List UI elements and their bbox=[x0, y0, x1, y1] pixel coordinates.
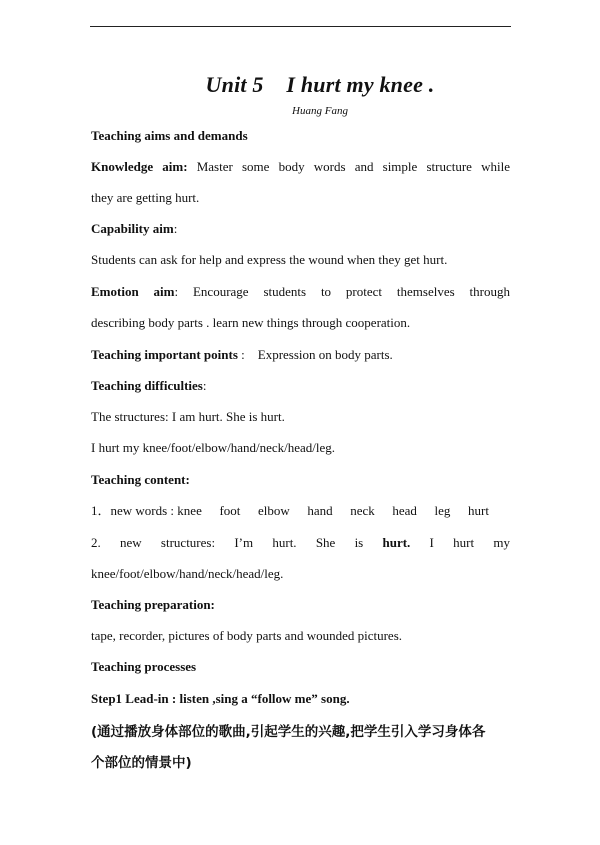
step1-note-line-2: 个部位的情景中) bbox=[91, 755, 192, 771]
difficulties-label: Teaching difficulties bbox=[91, 378, 203, 393]
preparation-heading: Teaching preparation: bbox=[91, 597, 215, 612]
content-token: new bbox=[120, 535, 142, 550]
important-points-label: Teaching important points bbox=[91, 347, 238, 362]
capability-aim-colon: : bbox=[173, 221, 178, 236]
knowledge-aim-text: Master some body words and simple structure while bbox=[196, 159, 510, 174]
emotion-aim-line-2: describing body parts . learn new things through cooperation. bbox=[91, 315, 411, 330]
content-word: hand bbox=[307, 503, 333, 518]
capability-aim-heading bbox=[91, 221, 510, 237]
content-item-1-prefix: 1．new words : knee bbox=[91, 503, 202, 518]
difficulties-text-1: The structures: I am hurt. She is hurt. bbox=[91, 409, 285, 424]
preparation-text: tape, recorder, pictures of body parts and wounded pictures. bbox=[91, 628, 403, 643]
emotion-aim-text: : Encourage students to protect themselves through bbox=[174, 284, 510, 299]
capability-aim-label: Capability aim bbox=[91, 221, 174, 236]
content-token: is bbox=[354, 535, 364, 550]
emotion-aim-line-1 bbox=[91, 284, 510, 300]
difficulties-text-2: I hurt my knee/foot/elbow/hand/neck/head/leg. bbox=[91, 440, 336, 455]
content-token: my bbox=[493, 535, 510, 550]
content-token: I’m bbox=[234, 535, 254, 550]
author-name: Huang Fang bbox=[292, 105, 348, 117]
content-token: She bbox=[315, 535, 336, 550]
processes-heading: Teaching processes bbox=[91, 659, 197, 674]
content-token: hurt bbox=[453, 535, 475, 550]
content-item-2-line-2: knee/foot/elbow/hand/neck/head/leg. bbox=[91, 566, 284, 581]
content-token: structures: bbox=[160, 535, 216, 550]
important-points bbox=[91, 347, 510, 363]
content-token: 2. bbox=[91, 535, 101, 550]
step1-line: Step1 Lead-in : listen ,sing a “follow me” song. bbox=[91, 691, 350, 706]
difficulties-heading bbox=[91, 378, 510, 394]
content-item-1 bbox=[91, 503, 489, 519]
document-title: Unit 5 I hurt my knee . bbox=[205, 72, 435, 97]
knowledge-aim-line-1 bbox=[91, 159, 510, 175]
knowledge-aim-line-2: they are getting hurt. bbox=[91, 190, 200, 205]
emotion-aim-label: Emotion aim bbox=[91, 284, 175, 299]
content-word: foot bbox=[219, 503, 241, 518]
important-points-text: : Expression on body parts. bbox=[237, 347, 393, 362]
content-heading: Teaching content: bbox=[91, 472, 190, 487]
capability-aim-text: Students can ask for help and express the wound when they get hurt. bbox=[91, 252, 448, 267]
content-token: hurt. bbox=[272, 535, 297, 550]
content-word: hurt bbox=[468, 503, 489, 518]
top-rule bbox=[90, 26, 511, 27]
content-token: I bbox=[429, 535, 434, 550]
content-token: hurt. bbox=[382, 535, 411, 550]
difficulties-colon: : bbox=[202, 378, 207, 393]
content-word: head bbox=[392, 503, 417, 518]
content-word: neck bbox=[350, 503, 375, 518]
content-word: elbow bbox=[257, 503, 290, 518]
content-item-2-line-1 bbox=[91, 535, 510, 551]
knowledge-aim-label: Knowledge aim: bbox=[91, 159, 188, 174]
step1-note-line-1: (通过播放身体部位的歌曲,引起学生的兴趣,把学生引入学习身体各 bbox=[91, 724, 486, 740]
aims-heading: Teaching aims and demands bbox=[91, 128, 248, 143]
content-word: leg bbox=[434, 503, 451, 518]
